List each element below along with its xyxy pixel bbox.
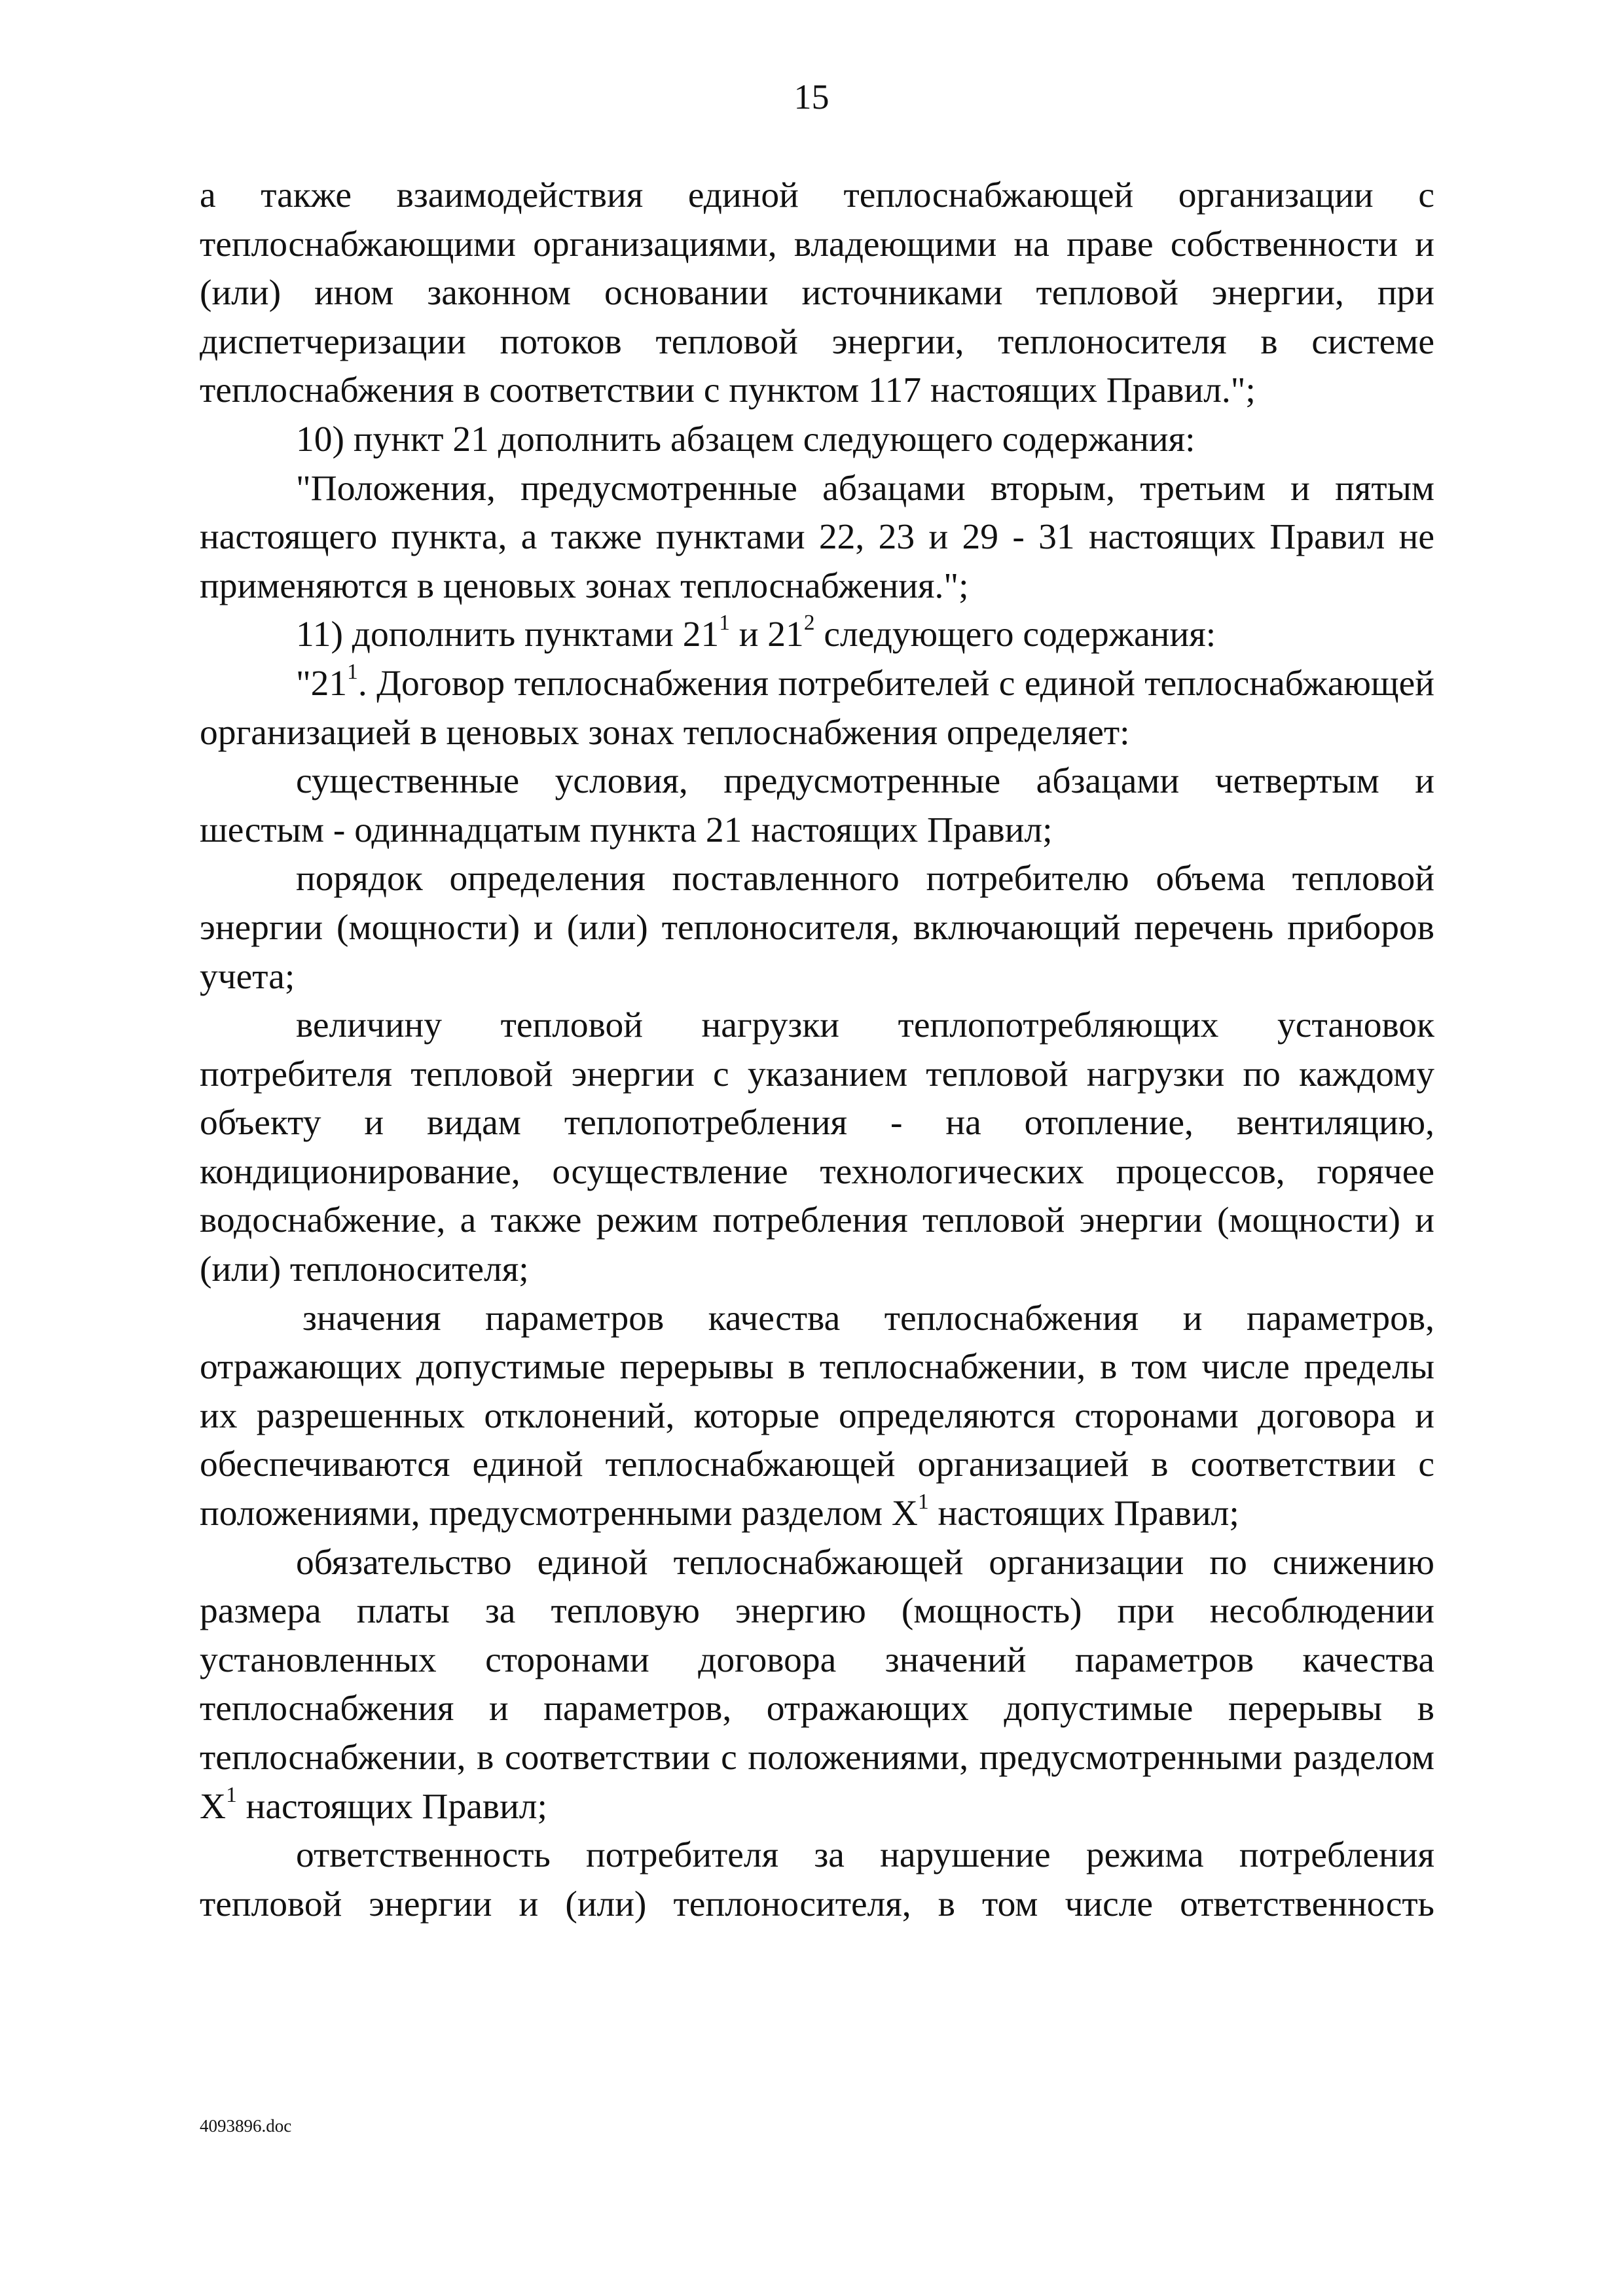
paragraph-volume-procedure: порядок определения поставленного потребителю объема тепловой энергии (мощности) и (или) теплоносителя, включающий перечень приборов учета;: [200, 859, 1434, 997]
text-run: . Договор теплоснабжения потребителей с единой теплоснабжающей организацией в ценовых зонах теплоснабжения определяет:: [200, 663, 1434, 753]
paragraph-heat-load: величину тепловой нагрузки теплопотребляющих установок потребителя тепловой энергии с указанием тепловой нагрузки по каждому объекту и видам теплопотребления - на отопление, вентиляцию, кондиционирование, осуществление технологических процессов, горячее водоснабжение, а также режим потребления тепловой энергии (мощности) и (или) теплоносителя;: [200, 1005, 1434, 1290]
paragraph-amendment-10: 10) пункт 21 дополнить абзацем следующего содержания:: [296, 419, 1195, 459]
superscript: 1: [347, 659, 358, 684]
text-run: следующего содержания:: [814, 615, 1216, 655]
text-run: 11) дополнить пунктами 21: [296, 615, 720, 655]
text-run: обязательство единой теплоснабжающей организации по снижению размера платы за тепловую энергию (мощность) при несоблюдении установленных сторонами договора значений параметров качества теплоснабжения и параметров, отражающих допустимые перерывы в теплоснабжении, в соответствии с положениями, предусмотренными разделом X: [200, 1542, 1434, 1827]
paragraph-payment-reduction: [200, 1539, 1434, 1832]
text-run: и 21: [729, 615, 804, 655]
superscript: 1: [918, 1490, 929, 1515]
paragraph-consumer-liability: ответственность потребителя за нарушение режима потребления тепловой энергии и (или) теплоносителя, в том числе ответственность: [200, 1835, 1434, 1924]
paragraph-amendment-10-text: "Положения, предусмотренные абзацами вторым, третьим и пятым настоящего пункта, а также пунктами 22, 23 и 29 - 31 настоящих Правил не применяются в ценовых зонах теплоснабжения.";: [200, 468, 1434, 606]
paragraph-quality-parameters: [200, 1295, 1434, 1539]
superscript: 1: [719, 611, 730, 636]
document-body: [200, 171, 1434, 1929]
footer-filename: 4093896.doc: [200, 2116, 292, 2136]
text-run: настоящих Правил;: [928, 1494, 1239, 1534]
text-run: "21: [296, 663, 348, 704]
paragraph-essential-terms: существенные условия, предусмотренные абзацами четвертым и шестым - одиннадцатым пункта 21 настоящих Правил;: [200, 761, 1434, 850]
page-number: 15: [793, 77, 830, 117]
text-run: значения параметров качества теплоснабжения и параметров, отражающих допустимые перерывы в теплоснабжении, в том числе пределы их разрешенных отклонений, которые определяются сторонами договора и обеспечиваются единой теплоснабжающей организацией в соответствии с положениями, предусмотренными разделом X: [200, 1298, 1434, 1534]
superscript: 1: [226, 1782, 237, 1807]
paragraph-point-21-1: [200, 660, 1434, 757]
paragraph-continuation: а также взаимодействия единой теплоснабжающей организации с теплоснабжающими организациями, владеющими на праве собственности и (или) ином законном основании источниками тепловой энергии, при диспетчеризации потоков тепловой энергии, теплоносителя в системе теплоснабжения в соответствии с пунктом 117 настоящих Правил.";: [200, 175, 1434, 411]
text-run: настоящих Правил;: [236, 1786, 547, 1827]
superscript: 2: [803, 611, 815, 636]
paragraph-amendment-11: [200, 611, 1434, 660]
